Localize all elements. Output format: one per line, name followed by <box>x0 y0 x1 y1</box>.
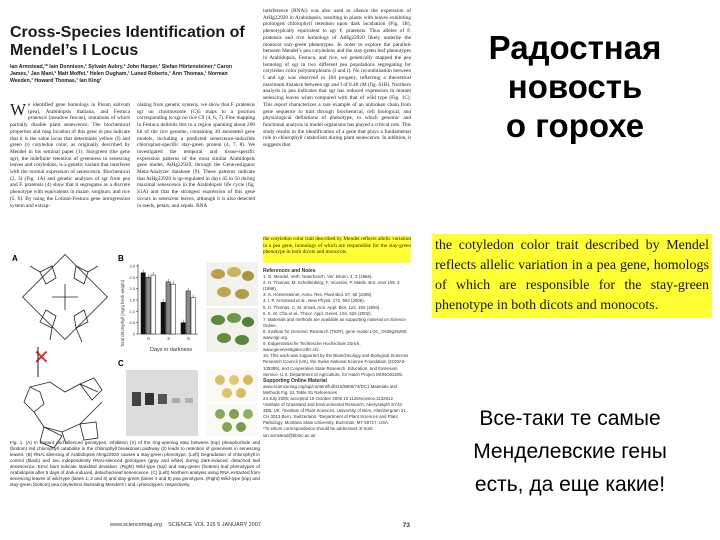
panel-b-label: B <box>118 254 124 263</box>
som-list: www.sciencemag.org/cgi/content/full/315/5808/73/DC1 Materials and Methods Fig. S1 Table S1 References <box>263 383 397 395</box>
bar-rnai-line-1-day-0 <box>146 277 150 334</box>
highlighted-quote: the cotyledon color trait described by Mendel reflects allelic variation in a pea gene, homologs of which are responsible for the stay-green phenotype in both dicots and monocots. <box>432 234 712 318</box>
reference-item: 6. K. M. Cha et al., Theor. Appl. Genet. 104, 526 (2002). <box>263 310 372 316</box>
column-1-text: e identified gene homologs in Pisum sativum (pea), Arabidopsis thaliana, and Festuca pratensis (meadow fescue), mutations of which partially disable plant senescence. The biochemical properties and map location of this gene in pea indicate that it is the same locus that determines yellow (I) and green (i) cotyledon color, as originally described by Mendel in his seminal paper (1). Staygreen (the gene sgr), the indefinite retention of greenness in senescing leaves and cotyledons, is a genetic variant that interferes with the normal expression of senescence. Biochemical (2, 3) (Fig. 1A) and genetic analyses of sgr from pea and F. pratensis (4) show that it segregates as a discrete phenotype with equivalents in maize, sorghum, and rice (5, 6). By using the Lolium-Festuca gene introgression system and extrap- <box>10 102 130 209</box>
headline-line: новость <box>507 68 643 105</box>
chart-x-label: Days in darkness <box>150 347 193 353</box>
reference-item: 8. Institute for Genomic Research (TIGR), gene model LOC_Os09g36200, www.tigr.org. <box>263 328 408 341</box>
footer-url: www.sciencemag.org <box>110 522 162 528</box>
y-tick-label: 3.0 <box>129 263 135 269</box>
cotyledon-photo-yellow <box>206 370 258 402</box>
remark-line: Все-таки те самые <box>479 407 661 430</box>
slide-remark <box>425 402 715 501</box>
x-tick-label: 0 <box>147 336 150 341</box>
reference-item: 2. H. Thomas, M. Schellenberg, F. Vicentini, P. Matile, Bot. Acta 109, 3 (1996). <box>263 280 400 292</box>
som-heading: Supporting Online Material <box>263 377 327 384</box>
bar-control-day-6 <box>181 323 185 334</box>
reference-item: 5. H. Thomas, C. M. Smart, Ann. Appl. Biol. 123, 193 (1993). <box>263 304 381 310</box>
x-tick-label: 3 <box>167 336 170 341</box>
remark-line: есть, да еще какие! <box>474 473 666 496</box>
reference-item: 3. S. Hörtensteiner, Annu. Rev. Plant Biol. 57, 55 (2006). <box>263 292 373 298</box>
cotyledon-photo-green <box>206 404 258 436</box>
references <box>263 268 411 439</box>
received-dates: 24 July 2006; accepted 16 October 2006 10.1126/science.1132912 <box>263 395 393 401</box>
panel-a-label: A <box>12 254 18 263</box>
bar-rnai-line-2-day-3 <box>171 284 175 334</box>
reference-item: 4. I. P. Armstead et al., New Phytol. 172, 592 (2006). <box>263 298 365 304</box>
remark-line: Менделевские гены <box>473 440 667 463</box>
column-2: olating from genetic synteny, we show that F. pratensis sgr on chromosome (C)5 maps to a position corresponding to sgr on rice C9 (4, 6, 7). Fine mapping in Festuca delimits this to a region spanning about 200 kb of the rice genome, containing 30 annotated gene models, including a predicted senescence-inducible chloroplast-specific stay-green protein (4, 7, 8). We investigated the temporal and tissue-specific expression patterns of the most similar Arabidopsis gene model, AtHg22920, through the Genevestigator Meta-Analyzer database (9). These patterns indicate that AtHg22920 is up-regulated in days 45 to 50 during maximal senescence in the Arabidopsis life cycle (fig. S1A) and that the strongest expression of this gene occurs in senescent leaves, although it is also detected in seeds, petals, and sepals. RNA <box>137 102 255 209</box>
figure-caption: Fig. 1. (A) In mutant and silenced genotypes, inhibition (X) of the ring-opening step between (top) pheophorbide and (bottom) red chlorophyll catabolite in the chlorophyll breakdown pathway (2) leads to retention of greenness in senescing leaves. (B) RNAi silencing of Arabidopsis AtHg22920 causes a stay-green phenotype. (Left) Degradation of chlorophyll in control (black) and two independently RNAi-silenced genotypes (gray and white) during dark-induced, detached leaf senescence. Error bars indicate standard deviation. (Right) Wild-type (top) and stay-green (bottom) leaf phenotypes of Arabidopsis after 5 days of dark-induced, detached-leaf senescence. (C) (Left) Northern analysis using RNA extracted from senescing leaves of wild-type (lanes 1, 2 and 3) and stay-green (lanes 4 and 5) pea genotypes. (Right) Wild-type (top) and stay-green (bottom) pea cotyledons illustrating Mendel’s I and i phenotypes, respectively. <box>10 440 260 487</box>
chlorophyll-bar-chart <box>129 264 198 342</box>
reference-item: 7. Materials and methods are available as supporting material on Science Online. <box>263 316 406 328</box>
bar-control-day-3 <box>161 302 165 334</box>
bar-rnai-line-1-day-6 <box>186 291 190 334</box>
paper-authors: Ian Armstead,¹* Iain Donnison,¹ Sylvain Aubry,² John Harper,¹ Stefan Hörtensteiner,² Caron James,¹ Jan Mani,² Matt Moffet,³ Helen Ougham,¹ Luned Roberts,¹ Ann Thomas,¹ Norman Weeden,³ Howard Thomas,¹ Ian King¹ <box>10 64 233 84</box>
bar-rnai-line-2-day-6 <box>191 298 195 334</box>
affiliations: ¹Institute of Grassland and Environmental Research, Aberystwyth SY23 3EB, UK. ²Institute of Plant Sciences, University of Bern, Altenbergrain 21, CH 3013 Bern, Switzerland. ³Department of Plant Sciences and Plant Pathology, Montana State University, Bozeman, MT 59717, USA. <box>263 402 407 426</box>
pheophorbide-structure-icon <box>23 255 108 342</box>
bar-rnai-line-2-day-0 <box>151 275 155 334</box>
bar-rnai-line-1-day-3 <box>166 282 170 334</box>
footer-journal: SCIENCE VOL 315 5 JANUARY 2007 <box>168 522 261 528</box>
column-1 <box>10 102 130 252</box>
headline-line: о горохе <box>505 107 645 144</box>
northern-blot-image <box>126 370 198 436</box>
leaf-photo-staygreen <box>206 308 258 352</box>
reference-item: 1. G. Mendel, Verh. Naturforsch. Ver. Brünn. 4, 3 (1866). <box>263 274 373 280</box>
drop-cap: W <box>10 102 27 119</box>
column-3-highlight: the cotyledon color trait described by Mendel reflects allelic variation in a pea gene, homologs of which are responsible for the stay-green phenotype in both dicots and monocots. <box>263 236 411 263</box>
bar-control-day-0 <box>141 273 145 334</box>
paper-title: Cross-Species Identification of Mendel’s I Locus <box>10 24 245 59</box>
page-number: 73 <box>402 522 410 529</box>
y-tick-label: 0 <box>132 331 135 337</box>
y-tick-label: 2.5 <box>129 274 135 280</box>
y-tick-label: 2.0 <box>129 286 135 292</box>
correspondence: *To whom correspondence should be addressed. E-mail: ian.armstead@bbsrc.ac.uk <box>263 426 374 438</box>
slide-headline <box>440 28 710 145</box>
x-tick-label: 6 <box>187 336 190 341</box>
leaf-photo-wildtype <box>206 262 258 306</box>
y-tick-label: 1.0 <box>129 308 135 314</box>
reference-item: 9. Eidgenössische Technische Hochschule Zürich, www.genevestigator.ethz.ch/. <box>263 341 361 353</box>
reference-item: 10. This work was supported by the Biotechnology and Biological Sciences Research Council (UK), the Swiss National Science Foundation (3100A0-105389), and Cooperative State Research, Education, and Extension Service, U.S. Department of Agriculture, for Hatch Project MONO02205. <box>263 353 409 377</box>
y-tick-label: 1.5 <box>129 297 135 303</box>
headline-line: Радостная <box>488 29 662 66</box>
inhibition-cross-icon: ✕ <box>33 347 50 369</box>
panel-c-label: C <box>118 359 124 368</box>
y-tick-label: 0.5 <box>129 320 135 326</box>
column-3: interference (RNAi) was also used to silence the expression of AtHg22920 in Arabidopsis, resulting in plants with leaves exhibiting prolonged chlorophyll retention upon dark incubation (Fig. 1B), phenotypically equivalent to sgr F. pratensis. Thus alleles of F. pratensis and rice homologs of AtHg22920 likely underlie the monocot stay-green phenotypes. In order to explore the parallels between Mendel’s pea cotyledons and the stay-green leaf phenotypes in Arabidopsis, Festuca, and rice, we genetically mapped the pea homolog of sgr in two different pea populations segregating for cotyledon color polymorphisms (I and i). No recombination between I and sgr was observed in 104 progeny, reflecting a theoretical maximum distance between sgr and I of 0.48 cM (fig. S1B). Northern analysis in pea indicates that sgr has reduced expression in mutant senescing leaves when compared with that of wild type (Fig. 1C). This report characterizes a rare example of an unbroken chain from gene sequence to trait through biochemical, cell biological, and physiological definitions of phenotype, in which genomic and functional analysis in model organisms has played a critical role. This study results in the identification of a gene that plays a fundamental role in chlorophyll catabolism during plant senescence. In addition, it suggests that <box>263 8 411 149</box>
chart-y-label: Total chlorophyll (mg/g fresh weight) <box>120 279 125 347</box>
page-footer <box>110 522 410 528</box>
references-heading: References and Notes <box>263 268 316 274</box>
red-chlorophyll-catabolite-structure-icon <box>24 378 102 448</box>
